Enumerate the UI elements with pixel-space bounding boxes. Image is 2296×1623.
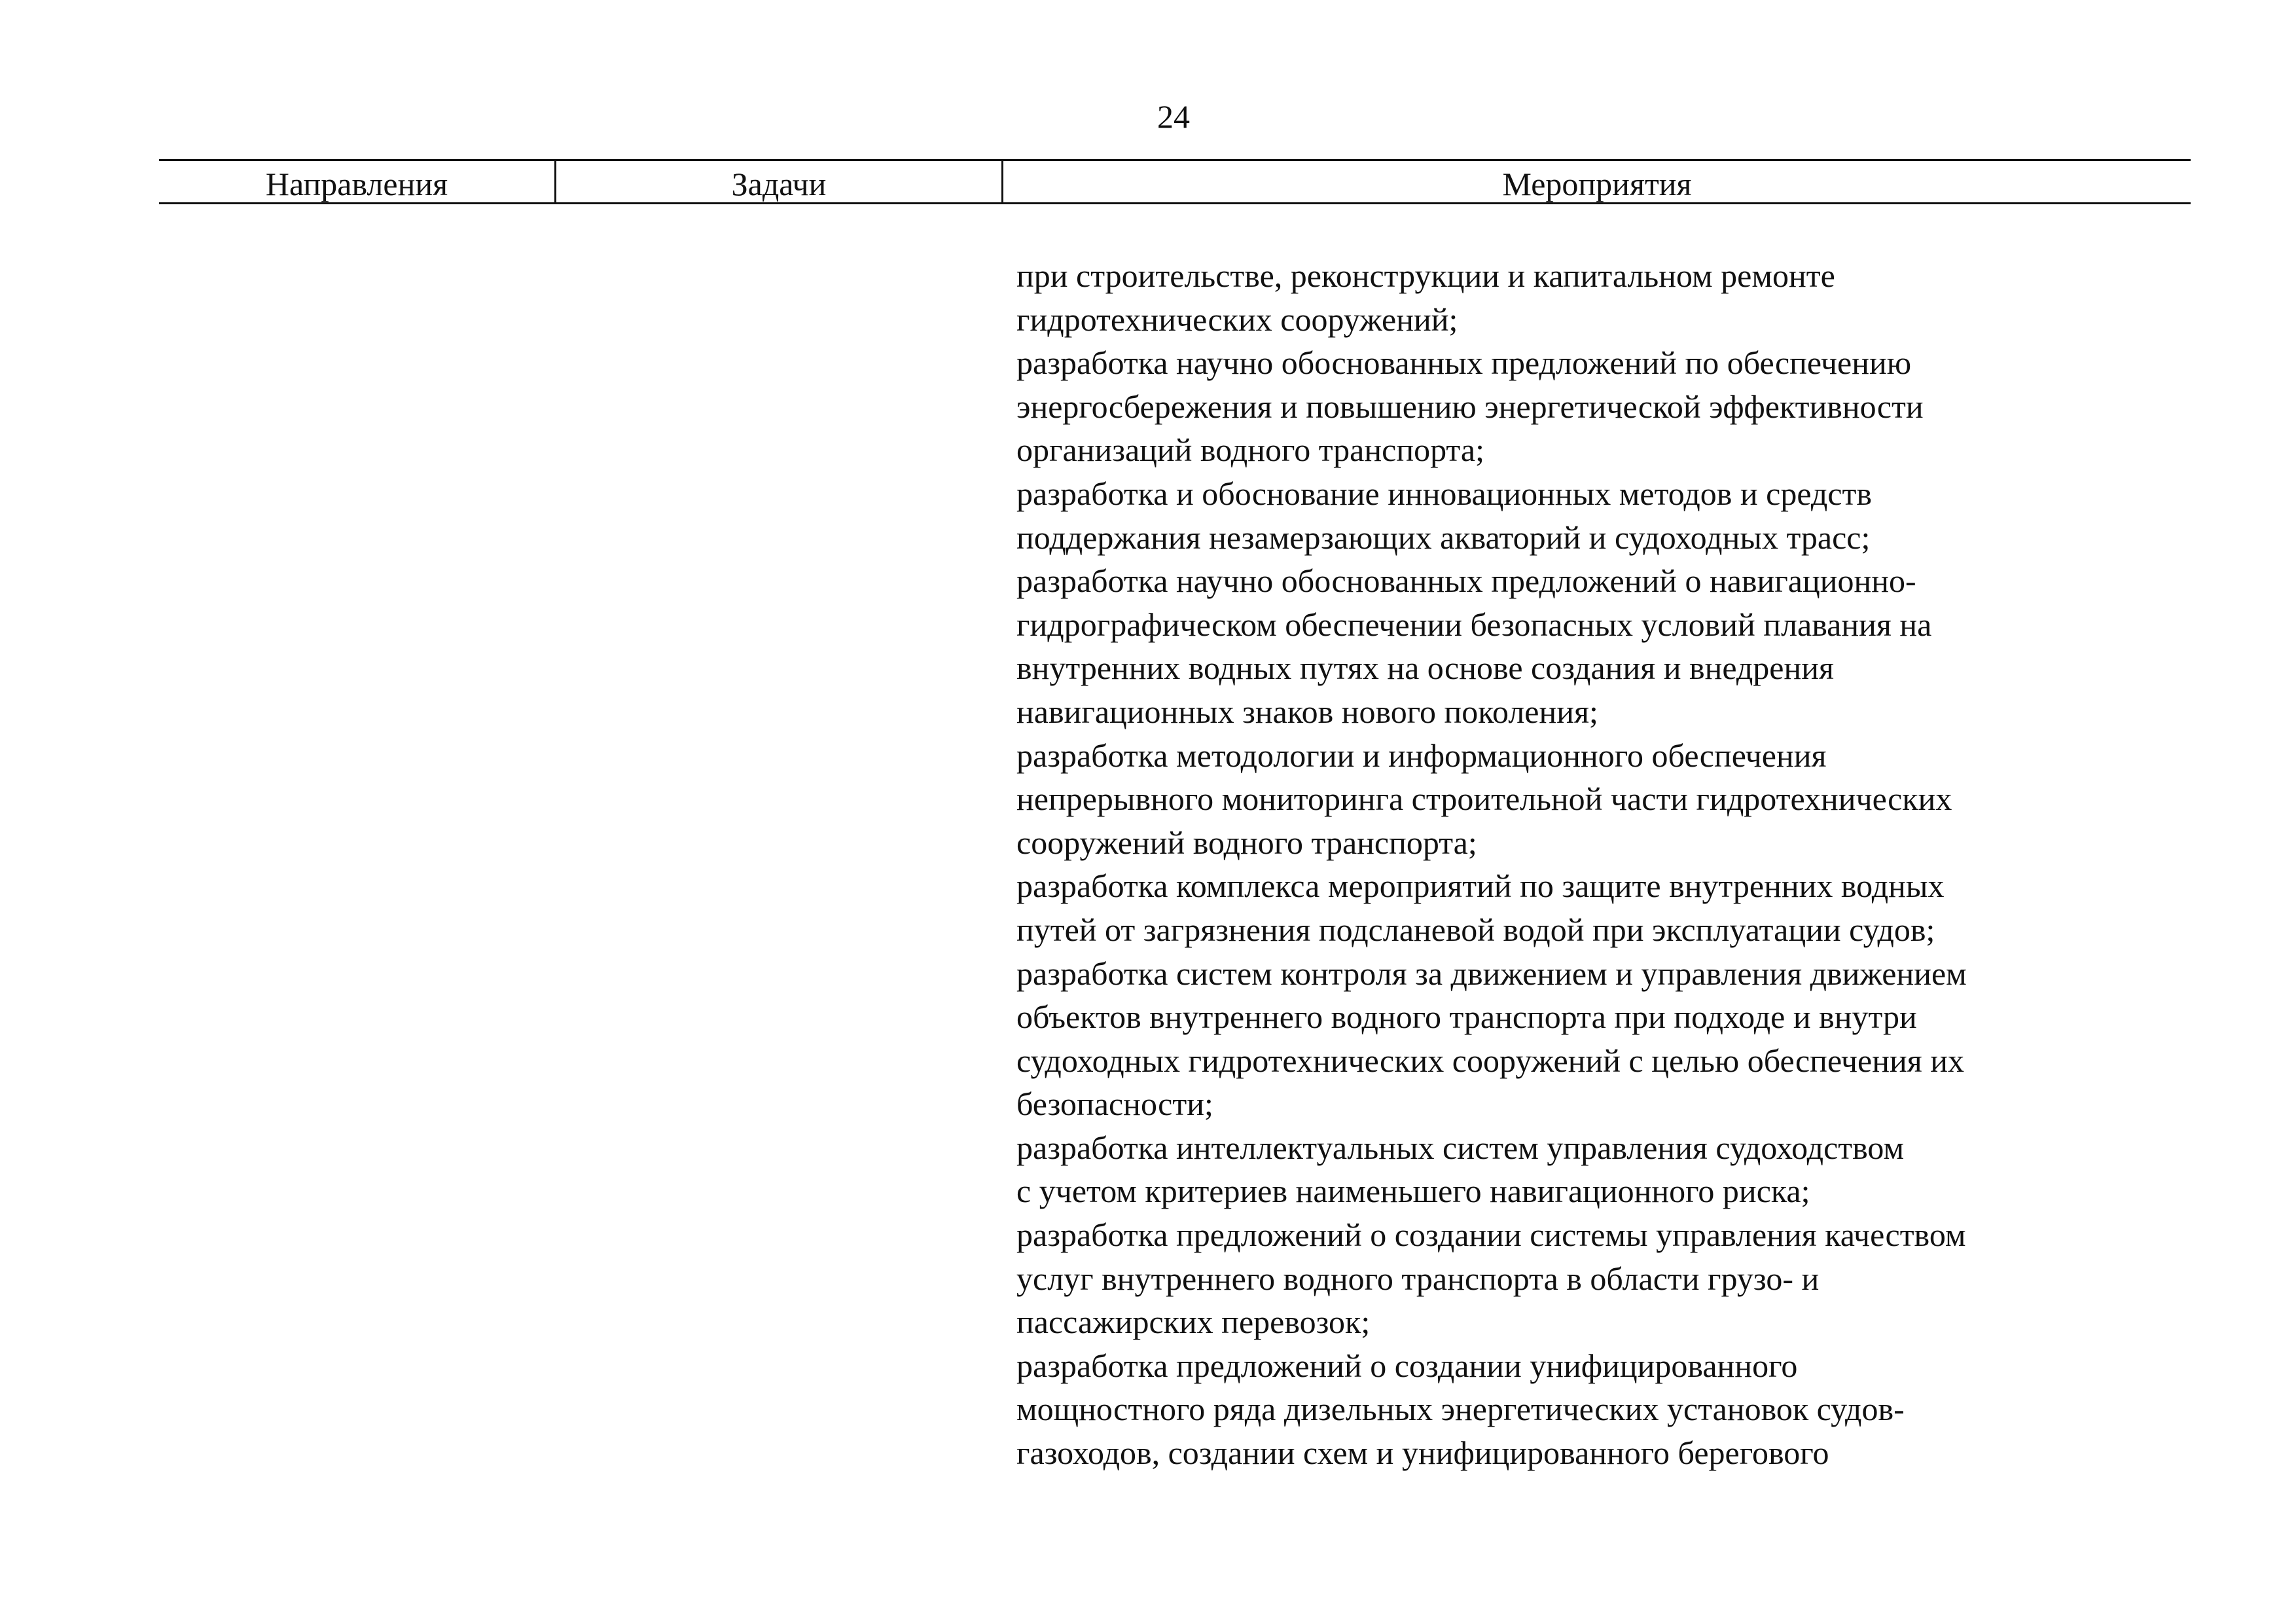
- measures-line: услуг внутреннего водного транспорта в области грузо- и: [1016, 1260, 1820, 1297]
- measures-line: навигационных знаков нового поколения;: [1016, 693, 1598, 730]
- measures-line: энергосбережения и повышению энергетической эффективности: [1016, 388, 1924, 425]
- page-number: 24: [1157, 98, 1190, 135]
- measures-line: разработка научно обоснованных предложений по обеспечению: [1016, 344, 1912, 382]
- measures-line: разработка научно обоснованных предложений о навигационно-: [1016, 562, 1916, 600]
- measures-line: разработка интеллектуальных систем управления судоходством: [1016, 1129, 1905, 1166]
- measures-line: разработка комплекса мероприятий по защите внутренних водных: [1016, 867, 1945, 905]
- measures-line: разработка предложений о создании унифицированного: [1016, 1347, 1798, 1384]
- measures-line: разработка методологии и информационного обеспечения: [1016, 737, 1827, 774]
- measures-line: гидрографическом обеспечении безопасных условий плавания на: [1016, 606, 1932, 643]
- measures-line: разработка предложений о создании системы управления качеством: [1016, 1216, 1966, 1254]
- measures-text: [1016, 254, 2195, 1475]
- measures-line: мощностного ряда дизельных энергетических установок судов-: [1016, 1391, 1905, 1428]
- header-tasks: Задачи: [556, 161, 1003, 202]
- measures-line: безопасности;: [1016, 1085, 1213, 1123]
- measures-line: при строительстве, реконструкции и капитальном ремонте: [1016, 257, 1835, 294]
- measures-line: поддержания незамерзающих акваторий и судоходных трасс;: [1016, 519, 1871, 556]
- measures-line: непрерывного мониторинга строительной части гидротехнических: [1016, 780, 1952, 818]
- measures-line: организаций водного транспорта;: [1016, 431, 1484, 469]
- table-header: [159, 159, 2191, 204]
- measures-line: газоходов, создании схем и унифицированного берегового: [1016, 1434, 1829, 1472]
- measures-line: пассажирских перевозок;: [1016, 1304, 1371, 1341]
- measures-line: разработка систем контроля за движением и управления движением: [1016, 955, 1967, 992]
- header-measures: Мероприятия: [1502, 166, 1692, 202]
- measures-line: сооружений водного транспорта;: [1016, 824, 1477, 861]
- measures-line: гидротехнических сооружений;: [1016, 301, 1458, 338]
- measures-line: разработка и обоснование инновационных методов и средств: [1016, 475, 1872, 512]
- measures-line: объектов внутреннего водного транспорта при подходе и внутри: [1016, 998, 1917, 1036]
- measures-line: внутренних водных путях на основе создания и внедрения: [1016, 649, 1834, 687]
- measures-line: судоходных гидротехнических сооружений с целью обеспечения их: [1016, 1042, 1964, 1079]
- measures-line: с учетом критериев наименьшего навигационного риска;: [1016, 1173, 1810, 1210]
- measures-line: путей от загрязнения подсланевой водой при эксплуатации судов;: [1016, 911, 1935, 948]
- header-directions: Направления: [159, 161, 556, 202]
